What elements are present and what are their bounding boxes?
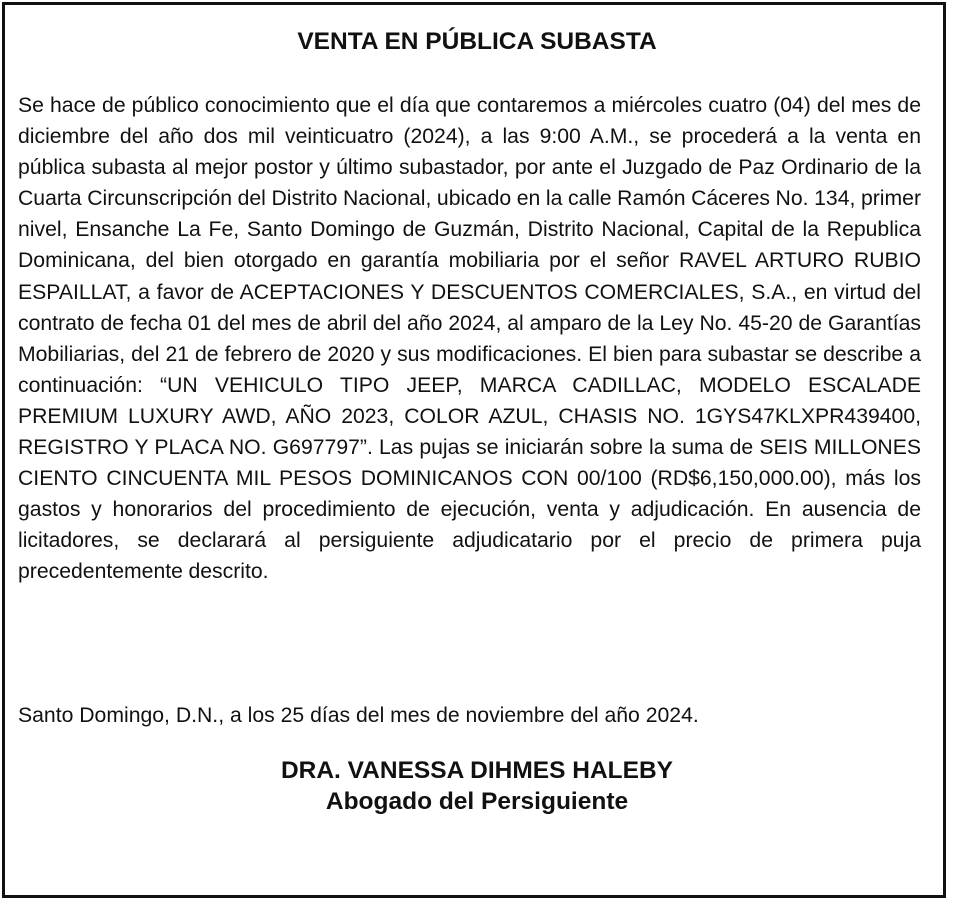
notice-date-line: Santo Domingo, D.N., a los 25 días del mes de noviembre del año 2024. xyxy=(18,704,699,727)
signer-name: DRA. VANESSA DIHMES HALEBY xyxy=(280,757,674,784)
signature-block xyxy=(0,755,954,817)
notice-body: Se hace de público conocimiento que el día que contaremos a miércoles cuatro (04) del mes de diciembre del año dos mil veinticuatro (2024), a las 9:00 A.M., se procederá a la venta en pública subasta al mejor postor y último subastador, por ante el Juzgado de Paz Ordinario de la Cuarta Circunscripción del Distrito Nacional, ubicado en la calle Ramón Cáceres No. 134, primer nivel, Ensanche La Fe, Santo Domingo de Guzmán, Distrito Nacional, Capital de la Republica Dominicana, del bien otorgado en garantía mobiliaria por el señor RAVEL ARTURO RUBIO ESPAILLAT, a favor de ACEPTACIONES Y DESCUENTOS COMERCIALES, S.A., en virtud del contrato de fecha 01 del mes de abril del año 2024, al amparo de la Ley No. 45-20 de Garantías Mobiliarias, del 21 de febrero de 2020 y sus modificaciones. El bien para subastar se describe a continuación: “UN VEHICULO TIPO JEEP, MARCA CADILLAC, MODELO ESCALADE PREMIUM LUXURY AWD, AÑO 2023, COLOR AZUL, CHASIS NO. 1GYS47KLXPR439400, REGISTRO Y PLACA NO. G697797”. Las pujas se iniciarán sobre la suma de SEIS MILLONES CIENTO CINCUENTA MIL PESOS DOMINICANOS CON 00/100 (RD$6,150,000.00), más los gastos y honorarios del procedimiento de ejecución, venta y adjudicación. En ausencia de licitadores, se declarará al persiguiente adjudicatario por el precio de primera puja precedentemente descrito. xyxy=(18,94,921,584)
signer-role: Abogado del Persiguiente xyxy=(325,788,629,815)
notice-title: VENTA EN PÚBLICA SUBASTA xyxy=(297,28,657,55)
